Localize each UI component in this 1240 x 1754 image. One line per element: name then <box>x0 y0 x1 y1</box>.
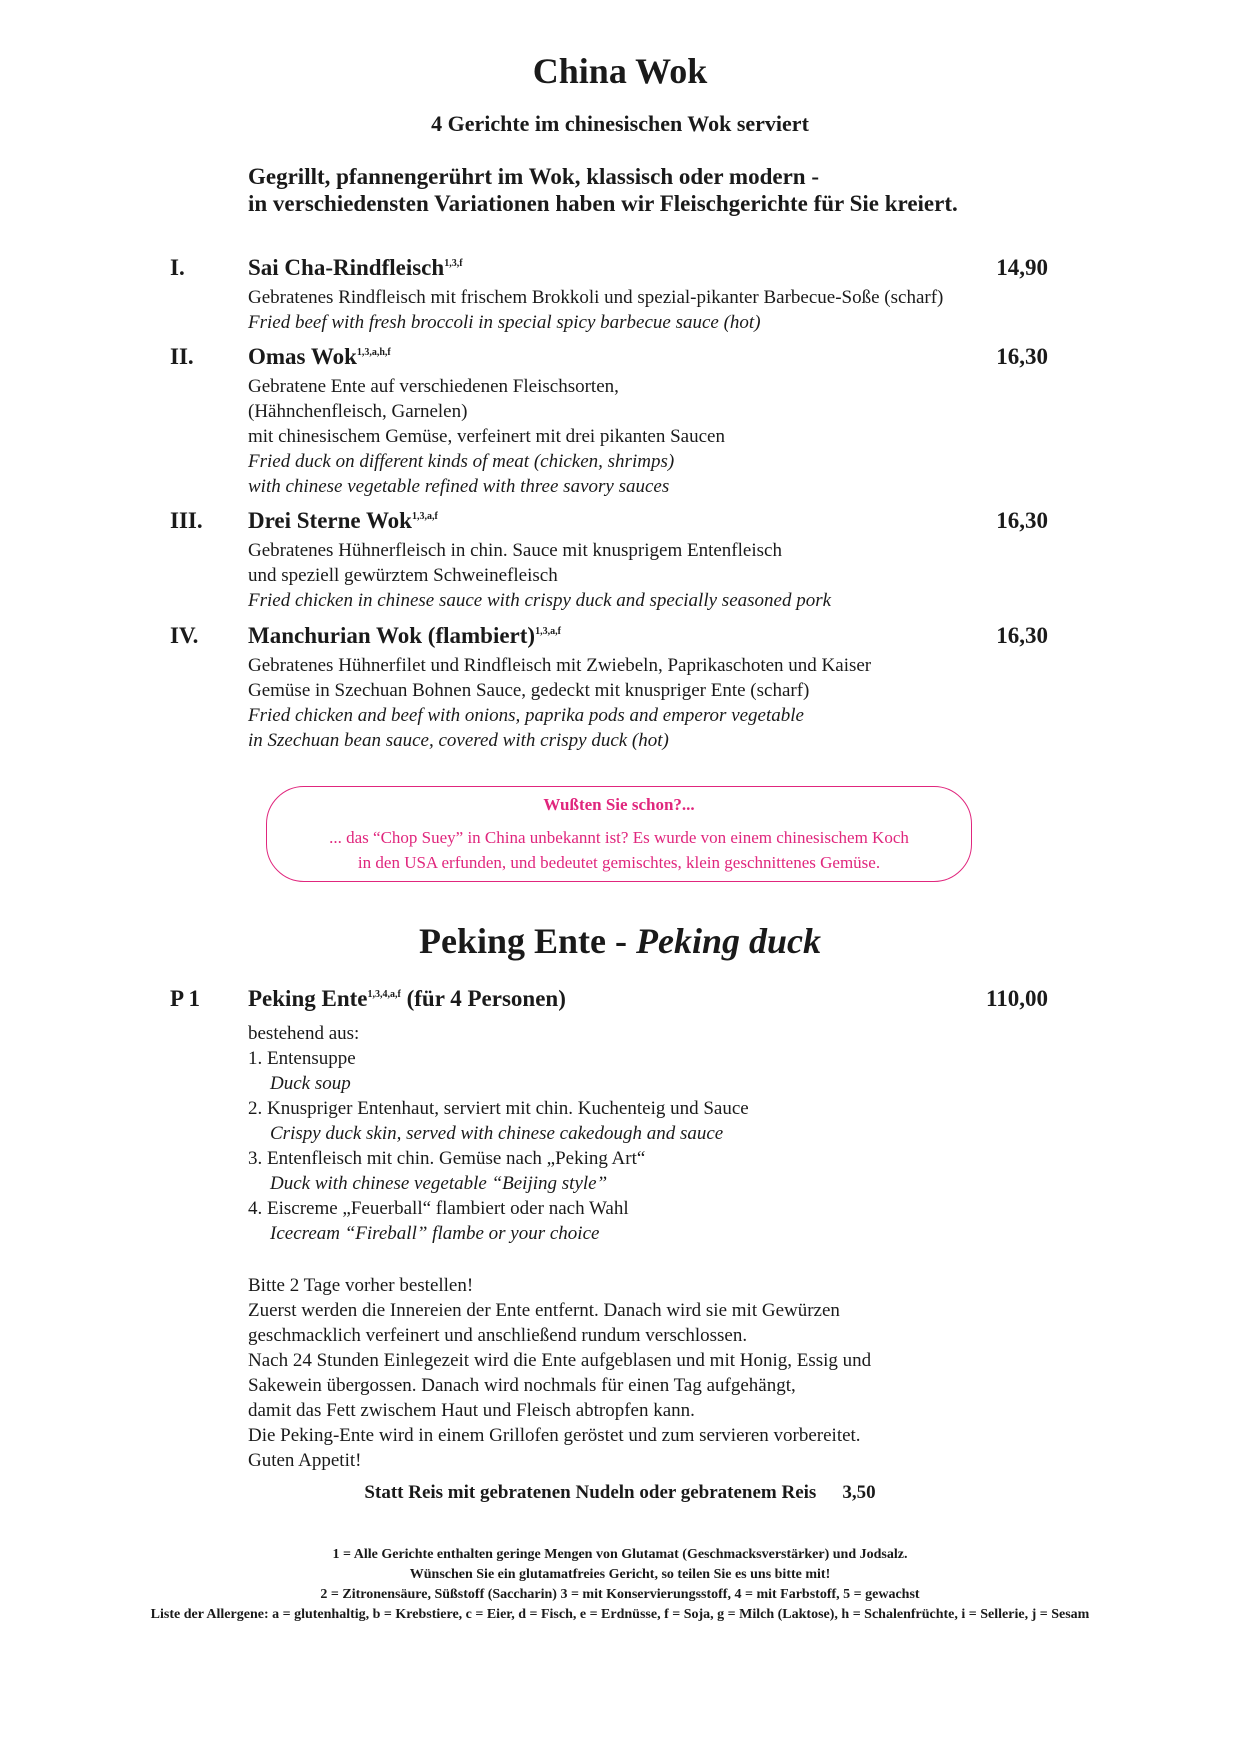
dish-description <box>248 374 725 499</box>
allergen-codes: 1,3,a,h,f <box>356 347 391 358</box>
footnote-line: Liste der Allergene: a = glutenhaltig, b = Krebstiere, c = Eier, d = Fisch, e = Erdnüsse, f = Soja, g = Milch (Laktose), h = Schalenfrüchte, i = Sellerie, j = Sesam <box>150 1607 1090 1622</box>
desc-de: mit chinesischem Gemüse, verfeinert mit drei pikanten Saucen <box>248 426 725 447</box>
peking-title-en: Peking duck <box>636 921 821 961</box>
note-line: damit das Fett zwischem Haut und Fleisch abtropfen kann. <box>248 1400 695 1421</box>
note-line: Bitte 2 Tage vorher bestellen! <box>248 1275 474 1296</box>
desc-en: in Szechuan bean sauce, covered with crispy duck (hot) <box>248 730 669 751</box>
allergen-codes: 1,3,a,f <box>535 626 561 637</box>
course-de: 3. Entenfleisch mit chin. Gemüse nach „Peking Art“ <box>248 1148 646 1169</box>
side-option-label: Statt Reis mit gebratenen Nudeln oder gebratenem Reis <box>364 1482 817 1503</box>
dish-price: 110,00 <box>986 986 1048 1011</box>
desc-en: Fried chicken and beef with onions, paprika pods and emperor vegetable <box>248 705 804 726</box>
allergen-codes: 1,3,f <box>444 258 463 269</box>
dish-description <box>248 538 831 613</box>
did-you-know-title: Wußten Sie schon?... <box>543 795 695 814</box>
section-subtitle: 4 Gerichte im chinesischen Wok serviert <box>431 111 809 136</box>
course-en: Duck with chinese vegetable “Beijing style” <box>270 1173 608 1194</box>
note-line: Nach 24 Stunden Einlegezeit wird die Ente aufgeblasen und mit Honig, Essig und <box>248 1350 872 1371</box>
dish-name-text: Sai Cha-Rindfleisch <box>248 255 445 280</box>
desc-de: und speziell gewürztem Schweinefleisch <box>248 565 558 586</box>
dish-price: 16,30 <box>996 344 1048 369</box>
note-line: Die Peking-Ente wird in einem Grillofen geröstet und zum servieren vorbereitet. <box>248 1425 861 1446</box>
desc-de: Gebratenes Hühnerfilet und Rindfleisch mit Zwiebeln, Paprikaschoten und Kaiser <box>248 655 872 676</box>
dish-number: IV. <box>170 623 199 648</box>
dish-name-text: Drei Sterne Wok <box>248 508 412 533</box>
note-line: geschmacklich verfeinert und anschließend rundum verschlossen. <box>248 1325 748 1346</box>
dish-name <box>248 623 561 649</box>
desc-de: Gemüse in Szechuan Bohnen Sauce, gedeckt mit knuspriger Ente (scharf) <box>248 680 810 701</box>
side-option <box>0 1482 1240 1504</box>
dish-number: P 1 <box>170 986 201 1011</box>
allergen-codes: 1,3,4,a,f <box>367 989 401 1000</box>
dish-number: III. <box>170 508 203 533</box>
desc-de: Gebratenes Rindfleisch mit frischem Brokkoli und spezial-pikanter Barbecue-Soße (scharf) <box>248 287 944 308</box>
peking-courses <box>248 1021 749 1246</box>
dish-name <box>248 508 438 534</box>
dish-number: I. <box>170 255 185 280</box>
peking-title-de: Peking Ente - <box>418 921 636 961</box>
did-you-know-box <box>266 786 972 882</box>
desc-de: Gebratene Ente auf verschiedenen Fleischsorten, <box>248 376 619 397</box>
did-you-know-text <box>267 825 971 875</box>
course-en: Duck soup <box>270 1073 351 1094</box>
course-de: 4. Eiscreme „Feuerball“ flambiert oder nach Wahl <box>248 1198 629 1219</box>
note-line: Zuerst werden die Innereien der Ente entfernt. Danach wird sie mit Gewürzen <box>248 1300 840 1321</box>
courses-intro: bestehend aus: <box>248 1023 360 1044</box>
peking-notes <box>248 1273 871 1473</box>
did-you-know-line: in den USA erfunden, und bedeutet gemischtes, klein geschnittenes Gemüse. <box>357 853 881 872</box>
footnote-line: Wünschen Sie ein glutamatfreies Gericht, so teilen Sie es uns bitte mit! <box>409 1567 831 1582</box>
desc-en: with chinese vegetable refined with three savory sauces <box>248 476 670 497</box>
course-en: Icecream “Fireball” flambe or your choice <box>270 1223 600 1244</box>
did-you-know-line: ... das “Chop Suey” in China unbekannt ist? Es wurde von einem chinesischem Koch <box>329 828 909 847</box>
dish-price: 16,30 <box>996 508 1048 533</box>
footnote-line: 1 = Alle Gerichte enthalten geringe Mengen von Glutamat (Geschmacksverstärker) und Jodsalz. <box>332 1547 908 1562</box>
desc-de: (Hähnchenfleisch, Garnelen) <box>248 401 468 422</box>
dish-description <box>248 285 943 335</box>
dish-name-text: Omas Wok <box>248 344 357 369</box>
course-de: 1. Entensuppe <box>248 1048 356 1069</box>
intro-line: in verschiedensten Variationen haben wir Fleischgerichte für Sie kreiert. <box>248 191 958 216</box>
course-en: Crispy duck skin, served with chinese cakedough and sauce <box>270 1123 724 1144</box>
allergen-codes: 1,3,a,f <box>411 511 438 522</box>
section-title-peking-duck <box>0 920 1240 962</box>
footnotes <box>0 1545 1240 1625</box>
course-de: 2. Knuspriger Entenhaut, serviert mit chin. Kuchenteig und Sauce <box>248 1098 749 1119</box>
note-line: Sakewein übergossen. Danach wird nochmals für einen Tag aufgehängt, <box>248 1375 796 1396</box>
dish-name-suffix: (für 4 Personen) <box>400 986 566 1011</box>
dish-price: 16,30 <box>996 623 1048 648</box>
note-line: Guten Appetit! <box>248 1450 362 1471</box>
dish-description <box>248 653 871 753</box>
dish-name-text: Manchurian Wok (flambiert) <box>248 623 536 648</box>
dish-name <box>248 344 391 370</box>
footnote-line: 2 = Zitronensäure, Süßstoff (Saccharin) 3 = mit Konservierungsstoff, 4 = mit Farbstoff, 5 = gewachst <box>320 1587 920 1602</box>
intro-text <box>248 163 958 217</box>
side-option-price: 3,50 <box>842 1482 876 1503</box>
desc-en: Fried duck on different kinds of meat (chicken, shrimps) <box>248 451 675 472</box>
dish-name <box>248 986 566 1012</box>
dish-name-text: Peking Ente <box>248 986 368 1011</box>
dish-number: II. <box>170 344 194 369</box>
desc-en: Fried chicken in chinese sauce with crispy duck and specially seasoned pork <box>248 590 832 611</box>
intro-line: Gegrillt, pfannengerührt im Wok, klassisch oder modern - <box>248 164 819 189</box>
section-title-china-wok: China Wok <box>532 51 708 91</box>
desc-de: Gebratenes Hühnerfleisch in chin. Sauce mit knusprigem Entenfleisch <box>248 540 782 561</box>
desc-en: Fried beef with fresh broccoli in special spicy barbecue sauce (hot) <box>248 312 761 333</box>
dish-name <box>248 255 463 281</box>
dish-price: 14,90 <box>996 255 1048 280</box>
